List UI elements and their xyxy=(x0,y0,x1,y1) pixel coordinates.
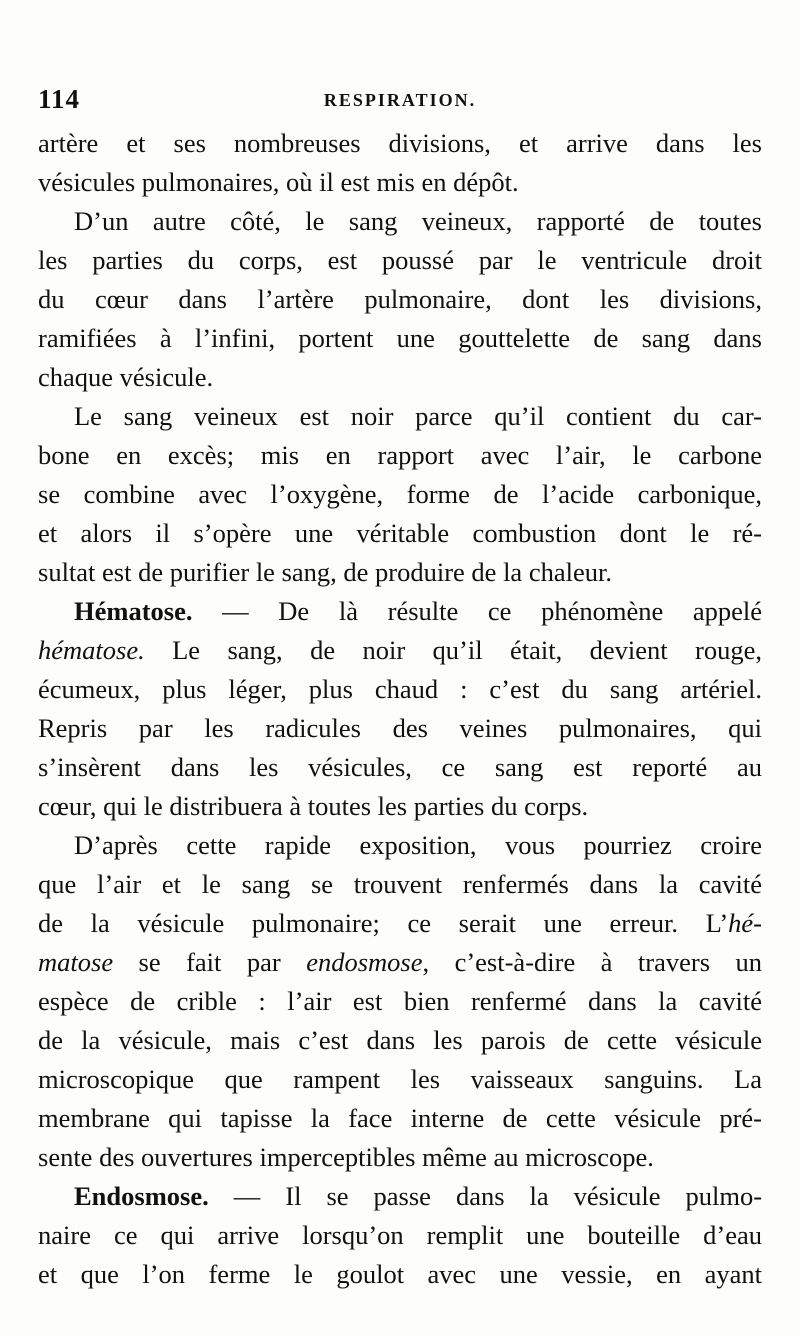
text-line: D’un autre côté, le sang veineux, rapporté de toutes xyxy=(74,206,762,236)
text-line: espèce de crible : l’air est bien renfermé dans la cavité xyxy=(38,986,762,1016)
text-line xyxy=(38,904,762,943)
page-number: 114 xyxy=(38,84,81,114)
text-line xyxy=(38,943,762,982)
text-span: se fait par xyxy=(113,947,307,977)
text-line: microscopique que rampent les vaisseaux sanguins. La xyxy=(38,1064,762,1094)
text-line: se combine avec l’oxygène, forme de l’acide carbonique, xyxy=(38,479,762,509)
running-title: RESPIRATION. xyxy=(323,90,477,110)
term-endosmose: endosmose xyxy=(306,947,423,977)
term-hematose-split: hé- xyxy=(728,908,762,938)
text-line xyxy=(38,631,762,670)
text-span: Il se passe dans la vésicule pulmo- xyxy=(285,1181,763,1211)
text-line xyxy=(38,592,762,631)
text-line: les parties du corps, est poussé par le ventricule droit xyxy=(38,245,762,275)
text-line: cœur, qui le distribuera à toutes les parties du corps. xyxy=(38,791,589,821)
text-span: De là résulte ce phénomène appelé xyxy=(278,596,763,626)
text-line: ramifiées à l’infini, portent une gouttelette de sang dans xyxy=(38,323,762,353)
section-heading-endosmose: Endosmose. xyxy=(74,1181,209,1211)
text-line: Le sang veineux est noir parce qu’il contient du car- xyxy=(74,401,762,431)
text-span: , c’est-à-dire à travers un xyxy=(422,947,762,977)
text-line: sultat est de purifier le sang, de produire de la chaleur. xyxy=(38,557,612,587)
text-line: et que l’on ferme le goulot avec une vessie, en ayant xyxy=(38,1259,762,1289)
text-line xyxy=(38,1177,762,1216)
text-line: vésicules pulmonaires, où il est mis en dépôt. xyxy=(38,167,519,197)
text-span: de la vésicule pulmonaire; ce serait une erreur. L’ xyxy=(38,908,729,938)
text-line: naire ce qui arrive lorsqu’on remplit une bouteille d’eau xyxy=(38,1220,762,1250)
text-line: chaque vésicule. xyxy=(38,362,214,392)
section-heading-hematose: Hématose. xyxy=(74,596,193,626)
text-line: membrane qui tapisse la face interne de cette vésicule pré- xyxy=(38,1103,762,1133)
text-line: et alors il s’opère une véritable combustion dont le ré- xyxy=(38,518,762,548)
text-line: écumeux, plus léger, plus chaud : c’est du sang artériel. xyxy=(38,674,762,704)
em-dash: — xyxy=(233,1181,261,1211)
text-line: sente des ouvertures imperceptibles même au microscope. xyxy=(38,1142,654,1172)
text-line: de la vésicule, mais c’est dans les parois de cette vésicule xyxy=(38,1025,762,1055)
running-head xyxy=(38,84,762,114)
text-line: du cœur dans l’artère pulmonaire, dont les divisions, xyxy=(38,284,762,314)
text-span: Le sang, de noir qu’il était, devient rouge, xyxy=(172,635,762,665)
em-dash: — xyxy=(222,596,249,626)
text-line: que l’air et le sang se trouvent renfermés dans la cavité xyxy=(38,869,762,899)
text-line: s’insèrent dans les vésicules, ce sang est reporté au xyxy=(38,752,762,782)
text-line: bone en excès; mis en rapport avec l’air, le carbone xyxy=(38,440,762,470)
text-line: D’après cette rapide exposition, vous pourriez croire xyxy=(74,830,762,860)
term-matose: matose xyxy=(38,947,114,977)
text-line: artère et ses nombreuses divisions, et arrive dans les xyxy=(38,128,762,158)
text-line: Repris par les radicules des veines pulmonaires, qui xyxy=(38,713,762,743)
term-hematose: hématose. xyxy=(38,635,145,665)
body-text xyxy=(38,124,762,1294)
